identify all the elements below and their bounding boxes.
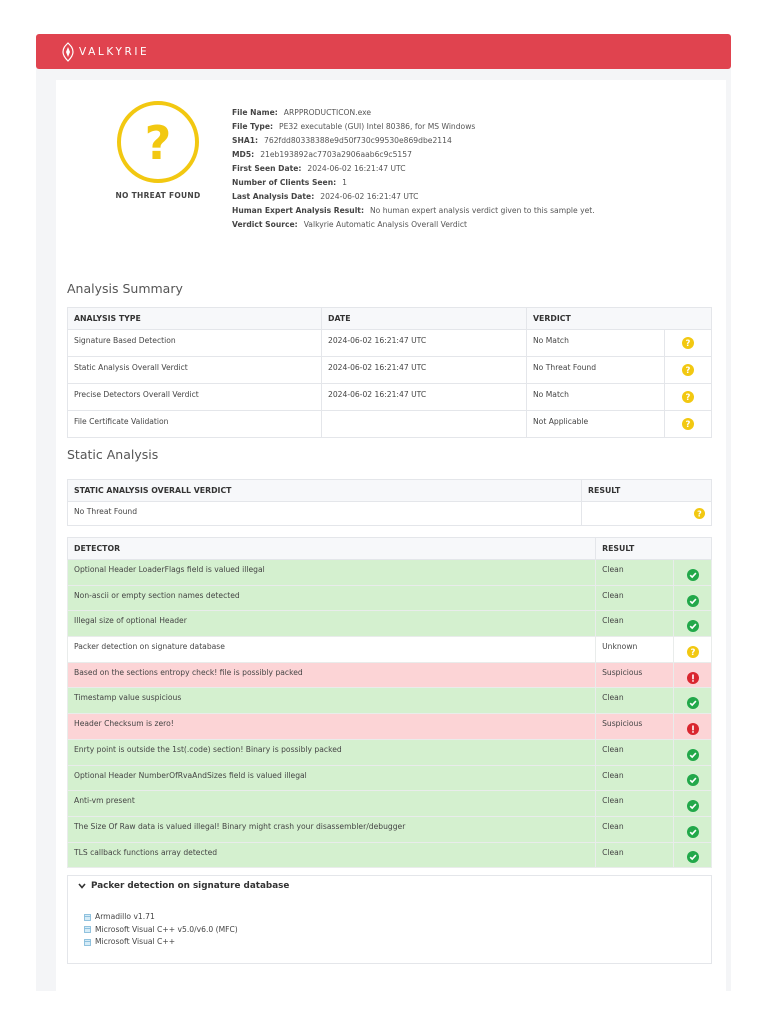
question-circle-icon xyxy=(694,508,705,519)
detector-result: Suspicious xyxy=(596,714,674,740)
summary-type: Precise Detectors Overall Verdict xyxy=(68,384,322,411)
detector-result: Clean xyxy=(596,816,674,842)
detector-row xyxy=(68,662,712,688)
file-info-value: ARPPRODUCTICON.exe xyxy=(283,108,372,117)
detector-result: Clean xyxy=(596,611,674,637)
detector-row xyxy=(68,739,712,765)
check-circle-icon xyxy=(687,826,699,838)
file-info-key: First Seen Date: xyxy=(232,164,302,173)
detector-name: Timestamp value suspicious xyxy=(68,688,596,714)
check-circle-icon xyxy=(687,620,699,632)
exclamation-circle-icon xyxy=(687,672,699,684)
summary-verdict: Not Applicable xyxy=(527,411,665,438)
header-bar xyxy=(36,34,731,69)
file-info-key: Last Analysis Date: xyxy=(232,192,315,201)
file-info-key: Number of Clients Seen: xyxy=(232,178,337,187)
question-circle-icon xyxy=(687,646,699,658)
check-circle-icon xyxy=(687,851,699,863)
detector-name: Non-ascii or empty section names detected xyxy=(68,585,596,611)
question-circle-icon xyxy=(116,100,200,184)
check-circle-icon xyxy=(687,749,699,761)
summary-row xyxy=(68,411,712,438)
valkyrie-logo[interactable] xyxy=(60,42,149,62)
summary-verdict: No Match xyxy=(527,384,665,411)
packer-detection-panel xyxy=(67,875,712,964)
file-info-value: PE32 executable (GUI) Intel 80386, for MS Windows xyxy=(279,122,476,131)
check-circle-icon xyxy=(687,697,699,709)
detector-name: TLS callback functions array detected xyxy=(68,842,596,868)
file-info-key: File Type: xyxy=(232,122,274,131)
file-info-row xyxy=(232,106,712,120)
col-detector: DETECTOR xyxy=(68,538,596,560)
summary-date: 2024-06-02 16:21:47 UTC xyxy=(322,357,527,384)
detector-row xyxy=(68,791,712,817)
svg-text:?: ? xyxy=(685,393,691,403)
exclamation-circle-icon xyxy=(687,723,699,735)
detector-name: Anti-vm present xyxy=(68,791,596,817)
detector-name: Optional Header NumberOfRvaAndSizes field is valued illegal xyxy=(68,765,596,791)
file-info-value: 2024-06-02 16:21:47 UTC xyxy=(320,192,419,201)
col-detector-result: RESULT xyxy=(596,538,712,560)
file-info-key: Verdict Source: xyxy=(232,220,298,229)
file-info-row xyxy=(232,190,712,204)
analysis-summary-table xyxy=(67,307,712,438)
question-circle-icon xyxy=(682,391,694,403)
detector-result: Clean xyxy=(596,739,674,765)
file-info-key: SHA1: xyxy=(232,136,259,145)
file-info-key: Human Expert Analysis Result: xyxy=(232,206,364,215)
brand-name: VALKYRIE xyxy=(79,45,150,58)
packer-item-label: Microsoft Visual C++ v5.0/v6.0 (MFC) xyxy=(95,924,238,934)
packer-detection-title: Packer detection on signature database xyxy=(91,881,290,891)
detector-row xyxy=(68,560,712,586)
summary-row xyxy=(68,384,712,411)
summary-date: 2024-06-02 16:21:47 UTC xyxy=(322,384,527,411)
packer-list xyxy=(84,911,238,949)
col-static-verdict: STATIC ANALYSIS OVERALL VERDICT xyxy=(68,480,582,502)
summary-date xyxy=(322,411,527,438)
detector-row xyxy=(68,637,712,663)
detector-result: Suspicious xyxy=(596,662,674,688)
question-circle-icon xyxy=(682,418,694,430)
summary-verdict: No Match xyxy=(527,330,665,357)
svg-text:?: ? xyxy=(690,647,695,658)
verdict-label: NO THREAT FOUND xyxy=(115,191,201,200)
static-verdict-value: No Threat Found xyxy=(68,502,582,526)
file-info-row xyxy=(232,134,712,148)
detector-name: Optional Header LoaderFlags field is valued illegal xyxy=(68,560,596,586)
summary-type: Signature Based Detection xyxy=(68,330,322,357)
svg-text:?: ? xyxy=(144,116,172,170)
detector-name: The Size Of Raw data is valued illegal! Binary might crash your disassembler/debugger xyxy=(68,816,596,842)
detector-name: Based on the sections entropy check! file is possibly packed xyxy=(68,662,596,688)
packer-item-label: Armadillo v1.71 xyxy=(95,912,155,921)
file-info-row xyxy=(232,120,712,134)
valkyrie-logo-icon xyxy=(60,42,76,62)
file-info-row xyxy=(232,148,712,162)
static-verdict-row xyxy=(68,502,712,526)
packer-item xyxy=(84,911,238,924)
summary-date: 2024-06-02 16:21:47 UTC xyxy=(322,330,527,357)
package-icon xyxy=(84,939,91,946)
col-date: DATE xyxy=(322,308,527,330)
detector-name: Illegal size of optional Header xyxy=(68,611,596,637)
file-info-row xyxy=(232,162,712,176)
file-info-value: 21eb193892ac7703a2906aab6c9c5157 xyxy=(260,150,412,159)
static-analysis-title: Static Analysis xyxy=(67,447,159,462)
question-circle-icon xyxy=(682,364,694,376)
detector-name: Enrty point is outside the 1st(.code) section! Binary is possibly packed xyxy=(68,739,596,765)
detector-result: Clean xyxy=(596,560,674,586)
detector-row xyxy=(68,765,712,791)
svg-text:?: ? xyxy=(685,339,691,349)
col-verdict: VERDICT xyxy=(527,308,712,330)
detector-result: Unknown xyxy=(596,637,674,663)
static-verdict-table xyxy=(67,479,712,526)
svg-text:?: ? xyxy=(697,509,702,519)
check-circle-icon xyxy=(687,595,699,607)
detector-row xyxy=(68,585,712,611)
detector-result: Clean xyxy=(596,585,674,611)
detector-name: Header Checksum is zero! xyxy=(68,714,596,740)
detector-table xyxy=(67,537,712,868)
summary-row xyxy=(68,357,712,384)
file-info-row xyxy=(232,204,712,218)
packer-detection-toggle[interactable] xyxy=(78,881,289,891)
analysis-summary-title: Analysis Summary xyxy=(67,281,183,296)
file-info-value: 1 xyxy=(342,178,347,187)
file-info-row xyxy=(232,176,712,190)
summary-row xyxy=(68,330,712,357)
detector-name: Packer detection on signature database xyxy=(68,637,596,663)
file-info-key: MD5: xyxy=(232,150,255,159)
packer-item xyxy=(84,924,238,937)
check-circle-icon xyxy=(687,774,699,786)
packer-item xyxy=(84,936,238,949)
file-info-value: 762fdd80338388e9d50f730c99530e869dbe2114 xyxy=(264,136,452,145)
file-info-value: 2024-06-02 16:21:47 UTC xyxy=(307,164,406,173)
svg-text:?: ? xyxy=(685,420,691,430)
file-info-list xyxy=(232,106,712,232)
file-info-key: File Name: xyxy=(232,108,278,117)
summary-type: File Certificate Validation xyxy=(68,411,322,438)
file-info-row xyxy=(232,218,712,232)
detector-row xyxy=(68,688,712,714)
detector-result: Clean xyxy=(596,791,674,817)
summary-type: Static Analysis Overall Verdict xyxy=(68,357,322,384)
detector-row xyxy=(68,816,712,842)
detector-row xyxy=(68,611,712,637)
verdict-box xyxy=(94,100,222,220)
col-static-result: RESULT xyxy=(582,480,712,502)
check-circle-icon xyxy=(687,569,699,581)
col-analysis-type: ANALYSIS TYPE xyxy=(68,308,322,330)
question-circle-icon xyxy=(682,337,694,349)
package-icon xyxy=(84,914,91,921)
detector-row xyxy=(68,842,712,868)
file-info-value: No human expert analysis verdict given to this sample yet. xyxy=(369,206,595,215)
detector-result: Clean xyxy=(596,688,674,714)
detector-result: Clean xyxy=(596,765,674,791)
chevron-down-icon xyxy=(78,883,86,889)
detector-result: Clean xyxy=(596,842,674,868)
packer-item-label: Microsoft Visual C++ xyxy=(95,937,176,946)
check-circle-icon xyxy=(687,800,699,812)
svg-text:?: ? xyxy=(685,366,691,376)
package-icon xyxy=(84,926,91,933)
summary-verdict: No Threat Found xyxy=(527,357,665,384)
detector-row xyxy=(68,714,712,740)
file-info-value: Valkyrie Automatic Analysis Overall Verdict xyxy=(303,220,467,229)
